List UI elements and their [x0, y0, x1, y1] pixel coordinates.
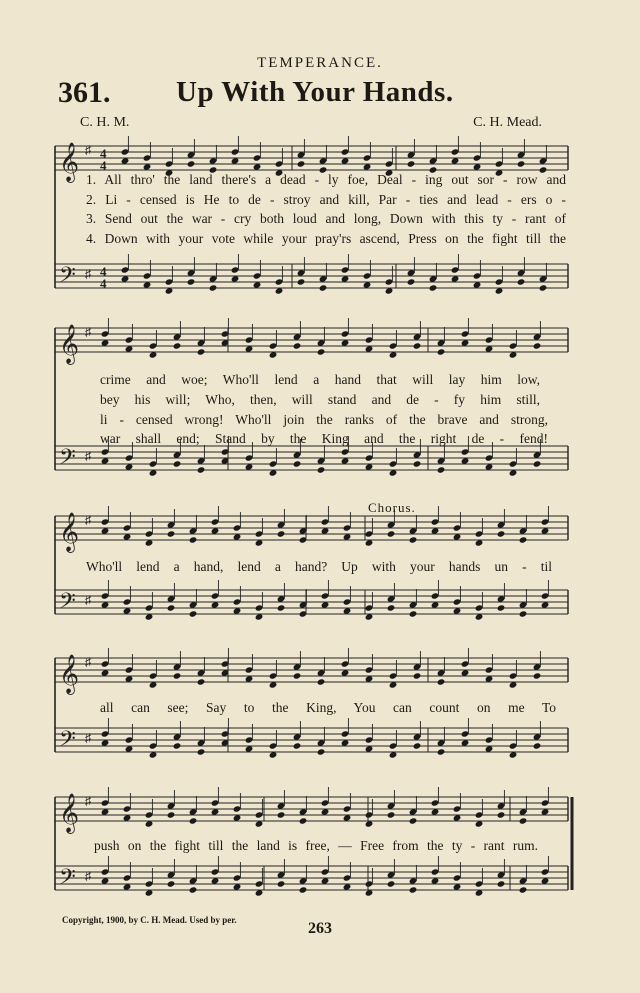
note-head	[497, 880, 506, 887]
hymn-title: Up With Your Hands.	[176, 76, 454, 108]
sharp-icon: ♯	[85, 513, 91, 527]
treble-clef-icon: 𝄞	[59, 793, 80, 833]
note-head	[407, 278, 416, 285]
sharp-icon: ♯	[85, 655, 91, 669]
note-head	[297, 160, 306, 167]
note-head	[317, 348, 326, 355]
note-head	[533, 460, 542, 467]
meter-label: C. H. M.	[80, 115, 130, 130]
copyright-notice: Copyright, 1900, by C. H. Mead. Used by per.	[62, 915, 237, 925]
sharp-icon: ♯	[85, 869, 91, 883]
note-head	[409, 817, 418, 824]
note-head	[497, 604, 506, 611]
chorus-line-1: Who'll lend a hand, lend a hand? Up with your hands un - til	[86, 559, 552, 574]
chorus-line-2: all can see; Say to the King, You can count on me To	[100, 700, 556, 715]
chorus-line-3: push on the fight till the land is free, — Free from the ty - rant rum.	[94, 838, 538, 853]
note-head	[387, 880, 396, 887]
note-head	[519, 886, 528, 893]
note-head	[293, 342, 302, 349]
note-head	[197, 748, 206, 755]
note-head	[293, 742, 302, 749]
note-head	[497, 811, 506, 818]
note-head	[167, 811, 176, 818]
note-head	[497, 530, 506, 537]
treble-clef-icon: 𝄞	[59, 654, 80, 694]
verse-line-2: 2. Li - censed is He to de - stroy and kill, Par - ties and lead - ers o -	[86, 192, 566, 207]
note-head	[317, 748, 326, 755]
treble-clef-icon: 𝄞	[59, 142, 80, 182]
note-head	[413, 342, 422, 349]
note-head	[407, 160, 416, 167]
note-head	[173, 460, 182, 467]
bass-clef-icon: 𝄢	[59, 263, 76, 293]
note-head	[197, 348, 206, 355]
note-head	[413, 672, 422, 679]
note-head	[409, 536, 418, 543]
note-head	[429, 284, 438, 291]
verse-cont-line-3: li - censed wrong! Who'll join the ranks of the brave and strong,	[100, 412, 548, 427]
sharp-icon: ♯	[85, 143, 91, 157]
sharp-icon: ♯	[85, 449, 91, 463]
time-signature: 4	[100, 158, 107, 173]
note-head	[167, 604, 176, 611]
sharp-icon: ♯	[85, 325, 91, 339]
note-head	[387, 811, 396, 818]
bass-clef-icon: 𝄢	[59, 445, 76, 475]
note-head	[197, 678, 206, 685]
note-head	[189, 536, 198, 543]
note-head	[413, 460, 422, 467]
note-head	[533, 342, 542, 349]
note-head	[197, 466, 206, 473]
note-head	[277, 880, 286, 887]
note-head	[519, 610, 528, 617]
treble-clef-icon: 𝄞	[59, 324, 80, 364]
chorus-label: Chorus.	[368, 500, 416, 515]
note-head	[209, 284, 218, 291]
note-head	[173, 342, 182, 349]
verse-line-1: 1. All thro' the land there's a dead - ly foe, Deal - ing out sor - row and	[86, 172, 566, 187]
note-head	[519, 536, 528, 543]
note-head	[409, 886, 418, 893]
time-signature: 4	[100, 146, 107, 161]
note-head	[533, 742, 542, 749]
note-head	[387, 604, 396, 611]
bass-clef-icon: 𝄢	[59, 865, 76, 895]
note-head	[517, 278, 526, 285]
note-head	[173, 672, 182, 679]
treble-clef-icon: 𝄞	[59, 512, 80, 552]
verse-line-4: 4. Down with your vote while your pray'rs ascend, Press on the fight till the	[86, 231, 566, 246]
verse-cont-line-1: crime and woe; Who'll lend a hand that will lay him low,	[100, 372, 540, 387]
composer-credit: C. H. Mead.	[473, 115, 542, 130]
note-head	[277, 811, 286, 818]
verse-line-3: 3. Send out the war - cry both loud and long, Down with this ty - rant of	[86, 211, 566, 226]
sharp-icon: ♯	[85, 267, 91, 281]
sharp-icon: ♯	[85, 794, 91, 808]
note-head	[187, 278, 196, 285]
note-head	[187, 160, 196, 167]
note-head	[437, 466, 446, 473]
note-head	[317, 678, 326, 685]
note-head	[539, 284, 548, 291]
note-head	[277, 530, 286, 537]
note-head	[167, 530, 176, 537]
verse-cont-line-2: bey his will; Who, then, will stand and de - fy him still,	[100, 392, 540, 407]
note-head	[189, 610, 198, 617]
note-head	[167, 880, 176, 887]
sharp-icon: ♯	[85, 731, 91, 745]
note-head	[299, 886, 308, 893]
note-head	[189, 817, 198, 824]
time-signature: 4	[100, 264, 107, 279]
note-head	[437, 348, 446, 355]
note-head	[437, 678, 446, 685]
note-head	[297, 278, 306, 285]
note-head	[409, 610, 418, 617]
hymn-number: 361.	[58, 76, 111, 109]
time-signature: 4	[100, 276, 107, 291]
note-head	[189, 886, 198, 893]
note-head	[277, 604, 286, 611]
page-number: 263	[308, 920, 332, 937]
note-head	[299, 817, 308, 824]
bass-clef-icon: 𝄢	[59, 589, 76, 619]
note-head	[293, 460, 302, 467]
verse-cont-line-4: war shall end; Stand by the King and the right de - fend!	[100, 431, 548, 446]
note-head	[437, 748, 446, 755]
note-head	[387, 530, 396, 537]
bass-clef-icon: 𝄢	[59, 727, 76, 757]
note-head	[319, 284, 328, 291]
note-head	[519, 817, 528, 824]
section-title: TEMPERANCE.	[257, 55, 383, 71]
note-head	[533, 672, 542, 679]
note-head	[317, 466, 326, 473]
sharp-icon: ♯	[85, 593, 91, 607]
note-head	[413, 742, 422, 749]
note-head	[293, 672, 302, 679]
note-head	[517, 160, 526, 167]
note-head	[173, 742, 182, 749]
